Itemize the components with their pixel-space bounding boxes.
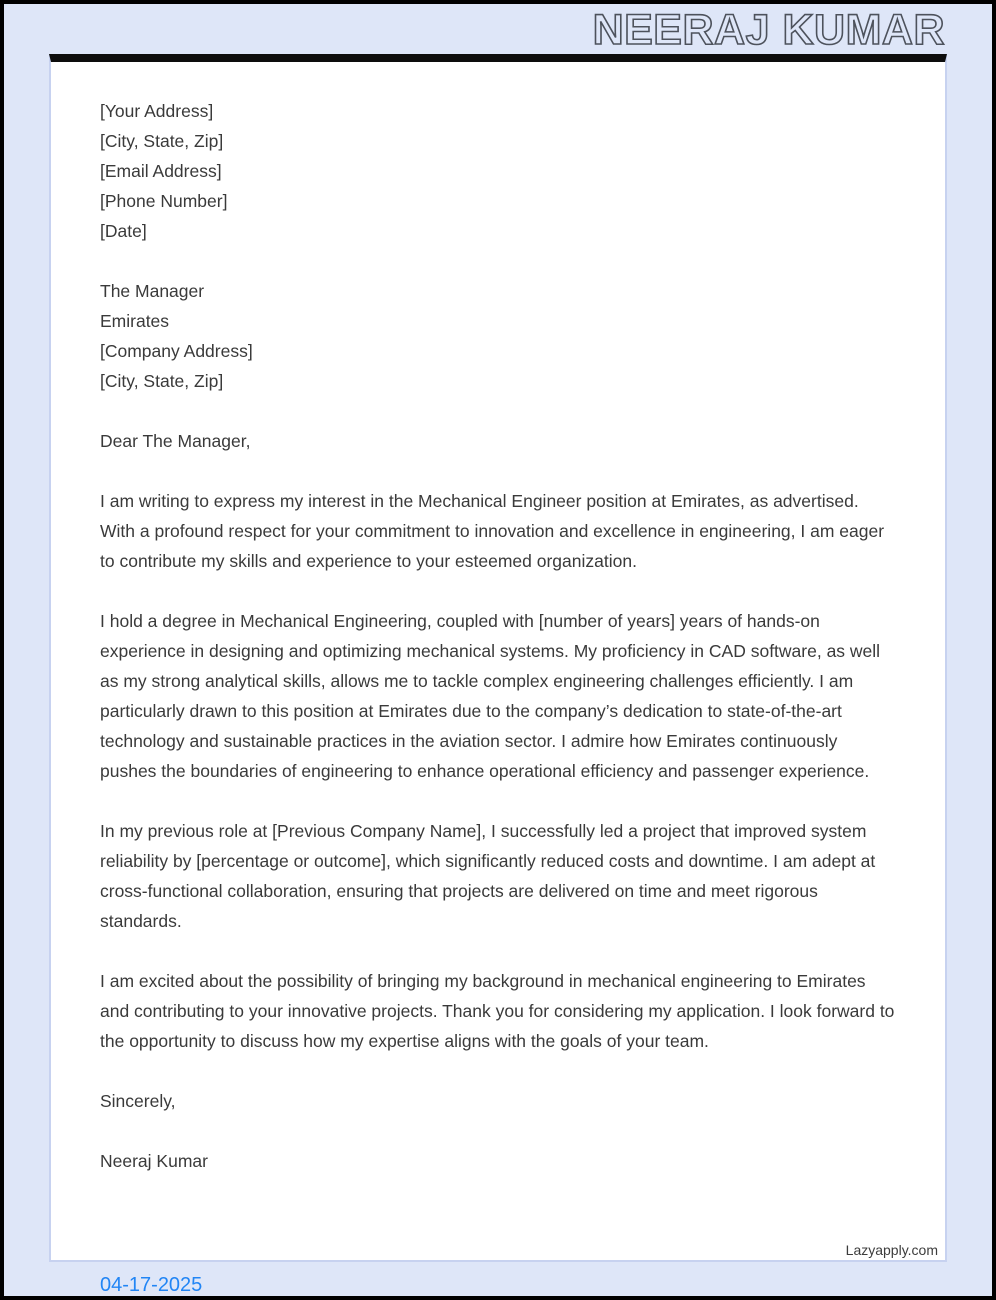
recipient-line: The Manager bbox=[100, 281, 205, 301]
sender-address-line: [Date] bbox=[100, 221, 147, 241]
recipient-line: Emirates bbox=[100, 311, 170, 331]
recipient-address-block bbox=[100, 276, 895, 396]
sender-address-line: [Phone Number] bbox=[100, 191, 228, 211]
sender-address-block bbox=[100, 96, 895, 246]
body-paragraph: In my previous role at [Previous Company Name], I successfully led a project that improved system reliability by [percentage or outcome], which significantly reduced costs and downtime. I am adept at cross-functional collaboration, ensuring that projects are delivered on time and meet rigorous standards. bbox=[100, 821, 876, 931]
date-link[interactable]: 04-17-2025 bbox=[100, 1274, 203, 1296]
salutation: Dear The Manager, bbox=[100, 431, 251, 451]
page-title: NEERAJ KUMAR bbox=[592, 6, 945, 54]
body-paragraph: I am excited about the possibility of bringing my background in mechanical engineering to Emirates and contributing to your innovative projects. Thank you for considering my application. I look forward to the opportunity to discuss how my expertise aligns with the goals of your team. bbox=[100, 971, 895, 1051]
sender-address-line: [Your Address] bbox=[100, 101, 214, 121]
recipient-line: [Company Address] bbox=[100, 341, 253, 361]
sender-address-line: [City, State, Zip] bbox=[100, 131, 224, 151]
letter-content bbox=[51, 62, 945, 1176]
lazyapply-credit-link[interactable]: Lazyapply.com bbox=[845, 1242, 938, 1258]
body-paragraph: I hold a degree in Mechanical Engineering, coupled with [number of years] years of hands-on experience in designing and optimizing mechanical systems. My proficiency in CAD software, as well as my strong analytical skills, allows me to tackle complex engineering challenges efficiently. I am particularly drawn to this position at Emirates due to the company’s dedication to state-of-the-art technology and sustainable practices in the aviation sector. I admire how Emirates continuously pushes the boundaries of engineering to enhance operational efficiency and passenger experience. bbox=[100, 611, 881, 781]
sender-address-line: [Email Address] bbox=[100, 161, 222, 181]
recipient-line: [City, State, Zip] bbox=[100, 371, 224, 391]
body-paragraph: I am writing to express my interest in the Mechanical Engineer position at Emirates, as advertised. With a profound respect for your commitment to innovation and excellence in engineering, I am eager to contribute my skills and experience to your esteemed organization. bbox=[100, 491, 885, 571]
letter-page bbox=[49, 54, 947, 1262]
signature-name: Neeraj Kumar bbox=[100, 1151, 208, 1171]
closing: Sincerely, bbox=[100, 1091, 176, 1111]
